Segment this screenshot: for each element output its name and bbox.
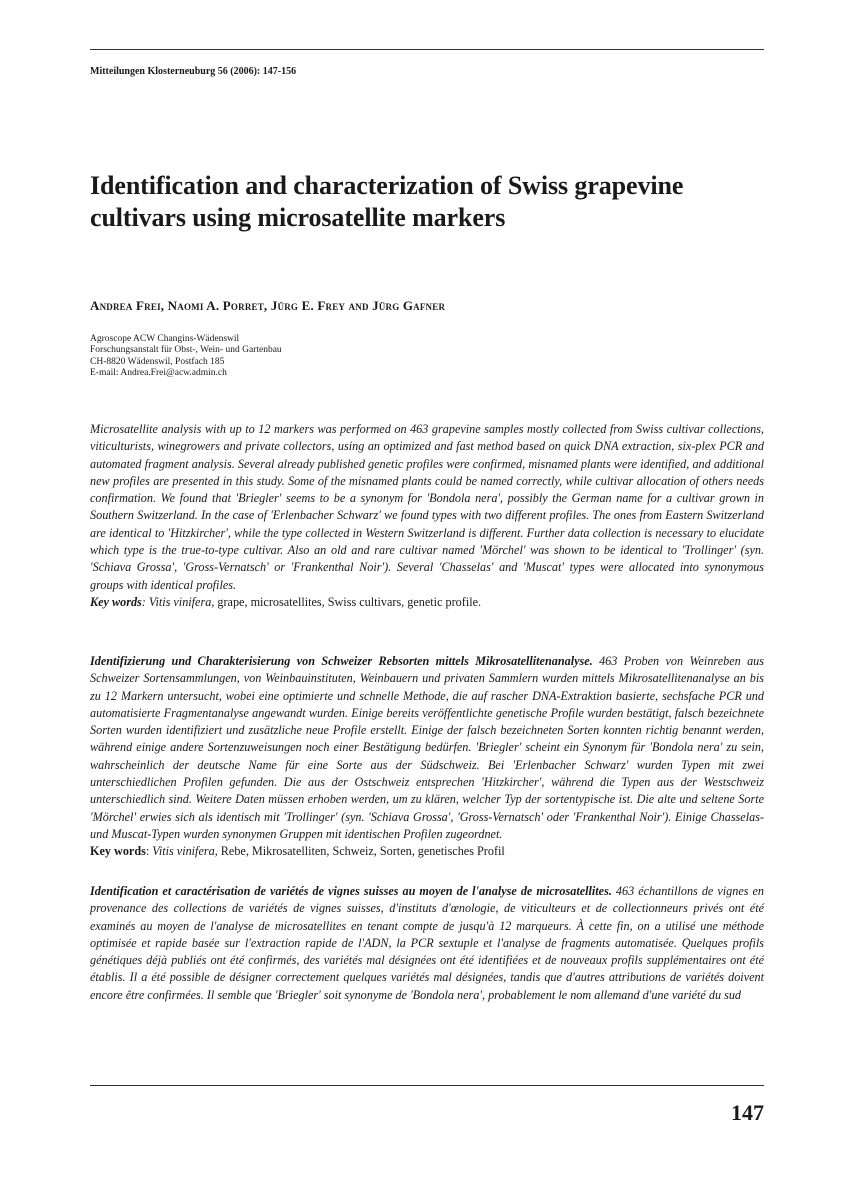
affiliation-block (90, 334, 282, 380)
keywords-text: , grape, microsatellites, Swiss cultivars, genetic profile. (211, 594, 482, 609)
journal-citation: Mitteilungen Klosterneuburg 56 (2006): 147-156 (90, 66, 297, 77)
affiliation-email: E-mail: Andrea.Frei@acw.admin.ch (90, 368, 227, 379)
keywords-german: Key words: Vitis vinifera, Rebe, Mikrosatelliten, Schweiz, Sorten, genetisches Profil (90, 844, 505, 859)
abstract-german-text (90, 653, 764, 843)
keywords-label: Key words (90, 594, 142, 609)
abstract-german (90, 653, 764, 861)
keywords-species: Vitis vinifera (148, 594, 212, 609)
affiliation-line: CH-8820 Wädenswil, Postfach 185 (90, 356, 225, 367)
affiliation-line: Agroscope ACW Changins-Wädenswil (90, 334, 240, 344)
abstract-french-title: Identification et caractérisation de variétés de vignes suisses au moyen de l'analyse de microsatellites. (90, 884, 612, 898)
keywords-text: , Rebe, Mikrosatelliten, Schweiz, Sorten, genetisches Profil (214, 844, 505, 859)
abstract-english (90, 421, 764, 611)
keywords-english: Key words: Vitis vinifera, grape, microsatellites, Swiss cultivars, genetic profile. (90, 594, 482, 609)
abstract-german-title: Identifizierung und Charakterisierung von Schweizer Rebsorten mittels Mikrosatellitenanalyse. (90, 654, 593, 668)
keywords-species: Vitis vinifera (152, 844, 215, 859)
article-title: Identification and characterization of Swiss grapevine cultivars using microsatellite markers (90, 171, 684, 232)
abstract-french-text (90, 883, 764, 1004)
header-rule (90, 49, 764, 50)
abstract-french-body: 463 échantillons de vignes en provenance des collections de variétés de vignes suisses, d'instituts d'œnologie, de viticulteurs et de collectionneurs privés ont été examinés au moyen de l'analyse de microsatellites en tenant compte de jusqu'à 12 marqueurs. À cette fin, on a utilisé une méthode optimisée et rapide basée sur l'extraction rapide de l'ADN, la PCR sextuple et l'analyse de fragments automatisée. Quelques profils génétiques déjà publiés ont été confirmés, des variétés mal désignées ont été identifiées et de nouveaux profils supplémentaires ont été établis. Il a été possible de désigner correctement quelques variétés mal désignées, tandis que d'autres attributions de variétés doivent encore être confirmées. Il semble que 'Briegler' soit synonyme de 'Bondola nera', probablement le nom allemand d'une variété du sud (90, 884, 765, 1002)
affiliation-line: Forschungsanstalt für Obst-, Wein- und Gartenbau (90, 345, 282, 356)
author-list: Andrea Frei, Naomi A. Porret, Jürg E. Frey and Jürg Gafner (90, 298, 446, 313)
abstract-english-text: Microsatellite analysis with up to 12 markers was performed on 463 grapevine samples mostly collected from Swiss cultivar collections, viticulturists, winegrowers and private collectors, using an optimized and fast method based on quick DNA extraction, six-plex PCR and automated fragment analysis. Several already published genetic profiles were confirmed, misnamed plants were identified, and additional new profiles are presented in this study. Some of the misnamed plants could be named correctly, while cultivar allocation of others needs confirmation. We found that 'Briegler' seems to be a synonym for 'Bondola nera', possibly the German name for a cultivar grown in Southern Switzerland. In the case of 'Erlenbacher Schwarz' we found types with two different profiles. The ones from Eastern Switzerland are identical to 'Hitzkircher', while the type collected in Western Switzerland is different. Further data collection is necessary to elucidate which type is the true-to-type cultivar. Also an old and rare cultivar named 'Mörchel' was shown to be identical to 'Trollinger' (syn. 'Schiava Grossa', 'Gross-Vernatsch' or 'Frankenthal Noir'). Several 'Chasselas' and 'Muscat' types were allocated into synonymous groups with identical profiles. (90, 422, 764, 592)
abstract-french (90, 883, 764, 1004)
page-number: 147 (731, 1100, 764, 1125)
abstract-german-body: 463 Proben von Weinreben aus Schweizer Sortensammlungen, von Weinbauinstituten, Weinbauern und privaten Sammlern wurden mittels Mikrosatellitenanalyse an bis zu 12 Markern untersucht, wobei eine optimierte und schnelle Methode, die auf rascher DNA-Extraktion basierte, sechsfache PCR und automatisierte Fragmentanalyse angewandt wurden. Einige bereits veröffentlichte genetische Profile wurden bestätigt, falsch bezeichnete Sorten wurden identifiziert und zusätzliche neue Profile erstellt. Einige der falsch bezeichneten Sorten konnten richtig benannt werden, während einige andere Sortenzuweisungen noch einer Bestätigung bedürfen. 'Briegler' scheint ein Synonym für 'Bondola nera' zu sein, wahrscheinlich der deutsche Name für eine Sorte aus der Südschweiz. Bei 'Erlenbacher Schwarz' wurden Typen mit zwei unterschiedlichen Profilen gefunden. Die aus der Ostschweiz entsprechen 'Hitzkircher', während die Typen aus der Westschweiz unterschiedlich sind. Weitere Daten müssen erhoben werden, um zu klären, welcher Typ der sortentypische ist. Die alte und seltene Sorte 'Mörchel' erwies sich als identisch mit 'Trollinger' (syn. 'Schiava Grossa', 'Gross-Vernatsch' oder 'Frankenthal Noir'). Einige Chasselas- und Muscat-Typen wurden synonymen Gruppen mit identischen Profilen zugeordnet. (90, 654, 765, 841)
footer-rule (90, 1085, 764, 1086)
keywords-label: Key words (90, 844, 146, 859)
